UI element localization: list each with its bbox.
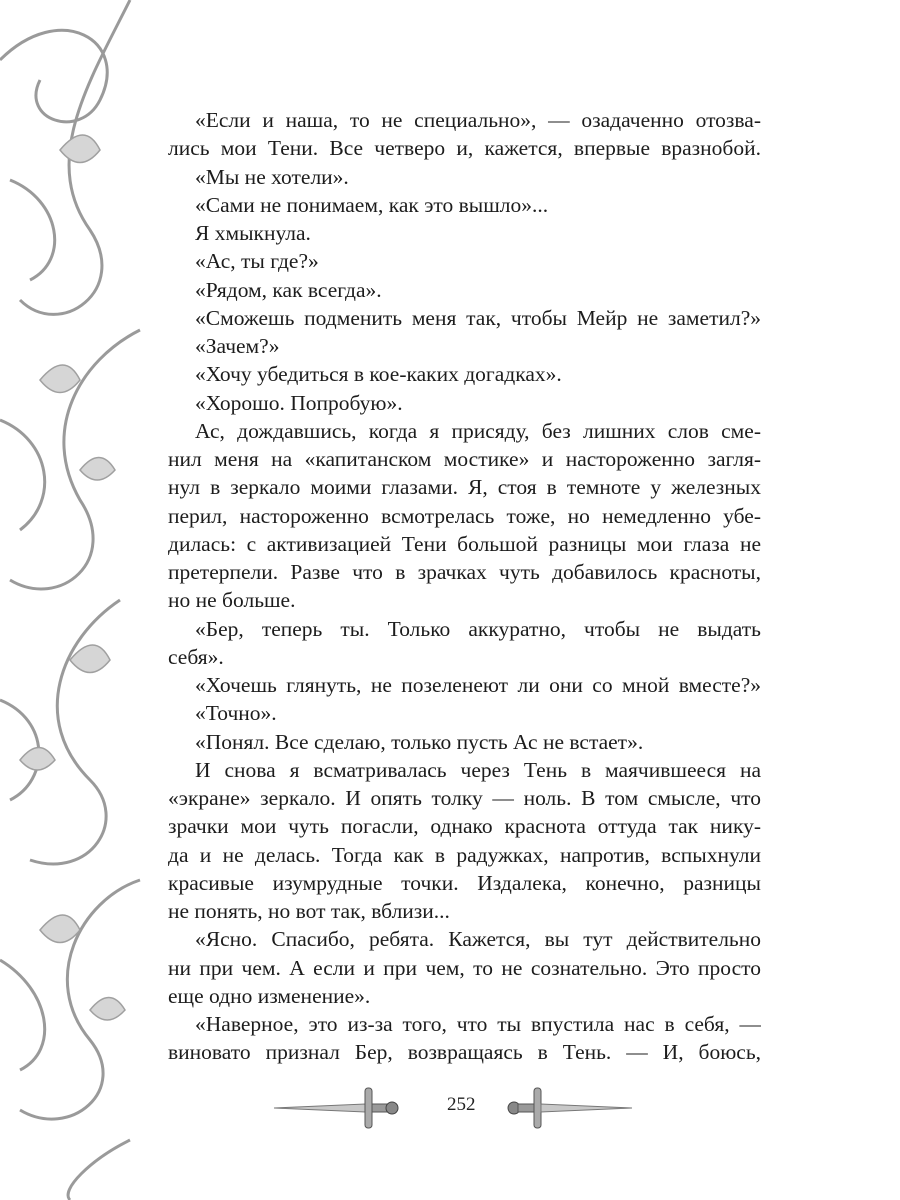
page-number: 252: [447, 1094, 476, 1115]
text-line: «Хочешь глянуть, не позеленеют ли они со мной вместе?»: [195, 673, 761, 697]
text-line: еще одно изменение».: [168, 983, 371, 1008]
text-line: перил, настороженно всмотрелась тоже, но немедленно убе-: [168, 503, 761, 528]
text-line: «Если и наша, то не специально», — озадаченно отозва-: [195, 108, 761, 132]
floral-ornament-border: [0, 0, 142, 1200]
text-line: виновато признал Бер, возвращаясь в Тень. — И, боюсь,: [168, 1040, 761, 1065]
text-line: «Ас, ты где?»: [195, 249, 319, 274]
text-line: «Бер, теперь ты. Только аккуратно, чтобы не выдать: [195, 616, 761, 641]
text-line: ни при чем. А если и при чем, то не сознательно. Это просто: [168, 955, 761, 980]
text-line: Ас, дождавшись, когда я присяду, без лишних слов сме-: [195, 418, 761, 443]
text-line: дилась: с активизацией Тени большой разницы мои глаза не: [168, 531, 761, 556]
left-dagger-icon: [270, 1082, 400, 1132]
text-line: «Хорошо. Попробую».: [195, 390, 403, 415]
text-line: да и не делась. Тогда как в радужках, напротив, вспыхнули: [168, 842, 761, 867]
text-line: «Точно».: [195, 701, 277, 726]
text-line: не понять, но вот так, вблизи...: [168, 899, 450, 923]
text-line: «Зачем?»: [195, 334, 280, 358]
text-line: «Сами не понимаем, как это вышло»...: [195, 192, 549, 217]
text-line: Я хмыкнула.: [195, 221, 311, 245]
text-line: лись мои Тени. Все четверо и, кажется, впервые вразнобой.: [168, 136, 761, 161]
body-text: [168, 106, 761, 1067]
right-dagger-icon: [506, 1082, 636, 1132]
text-line: «Рядом, как всегда».: [195, 277, 382, 302]
text-line: «Понял. Все сделаю, только пусть Ас не встает».: [195, 729, 644, 754]
text-line: «Мы не хотели».: [195, 164, 349, 189]
text-line: «Сможешь подменить меня так, чтобы Мейр не заметил?»: [195, 305, 761, 330]
text-line: нул в зеркало моими глазами. Я, стоя в темноте у железных: [168, 475, 761, 500]
text-line: «Наверное, это из-за того, что ты впустила нас в себя, —: [195, 1012, 761, 1036]
text-line: И снова я всматривалась через Тень в маячившееся на: [195, 757, 761, 782]
text-line: нил меня на «капитанском мостике» и настороженно загля-: [168, 447, 761, 471]
text-line: но не больше.: [168, 588, 296, 613]
text-line: «Хочу убедиться в кое-каких догадках».: [195, 362, 562, 387]
page-footer: [270, 1082, 660, 1132]
text-line: зрачки мои чуть погасли, однако краснота оттуда так нику-: [168, 814, 761, 839]
text-line: претерпели. Разве что в зрачках чуть добавилось красноты,: [168, 560, 761, 584]
text-line: красивые изумрудные точки. Издалека, конечно, разницы: [168, 870, 761, 895]
text-line: «Ясно. Спасибо, ребята. Кажется, вы тут действительно: [195, 927, 761, 952]
text-line: себя».: [168, 644, 224, 669]
text-line: «экране» зеркало. И опять толку — ноль. В том смысле, что: [168, 786, 761, 810]
